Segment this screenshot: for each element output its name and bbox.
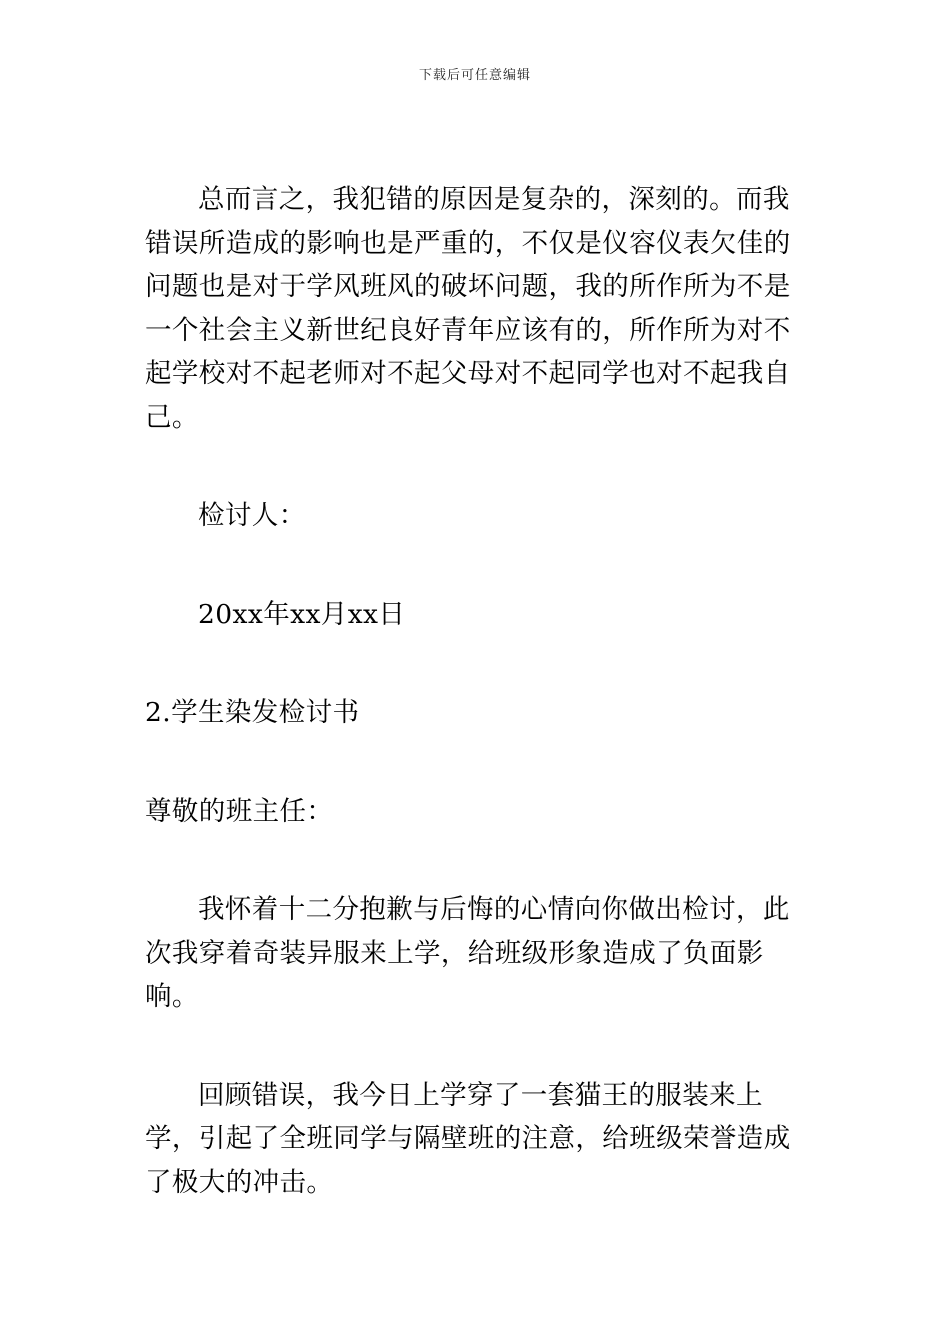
- paragraph-summary: 总而言之，我犯错的原因是复杂的，深刻的。而我错误所造成的影响也是严重的，不仅是仪容仪表欠佳的问题也是对于学风班风的破坏问题，我的所作所为不是一个社会主义新世纪良好青年应该有的，所作所为对不起学校对不起老师对不起父母对不起同学也对不起我自己。: [145, 184, 791, 433]
- page-header: 下载后可任意编辑: [418, 68, 531, 83]
- date-line: 20xx年xx月xx日: [198, 598, 406, 630]
- signer-label: 检讨人：: [198, 500, 306, 531]
- salutation: 尊敬的班主任：: [145, 795, 334, 827]
- paragraph-apology: 我怀着十二分抱歉与后悔的心情向你做出检讨，此次我穿着奇装异服来上学，给班级形象造成了负面影响。: [145, 894, 790, 1012]
- document-body: [145, 178, 810, 1204]
- paragraph-review: 回顾错误，我今日上学穿了一套猫王的服装来上学，引起了全班同学与隔壁班的注意，给班级荣誉造成了极大的冲击。: [145, 1079, 791, 1198]
- section-title: 2.学生染发检讨书: [145, 697, 360, 728]
